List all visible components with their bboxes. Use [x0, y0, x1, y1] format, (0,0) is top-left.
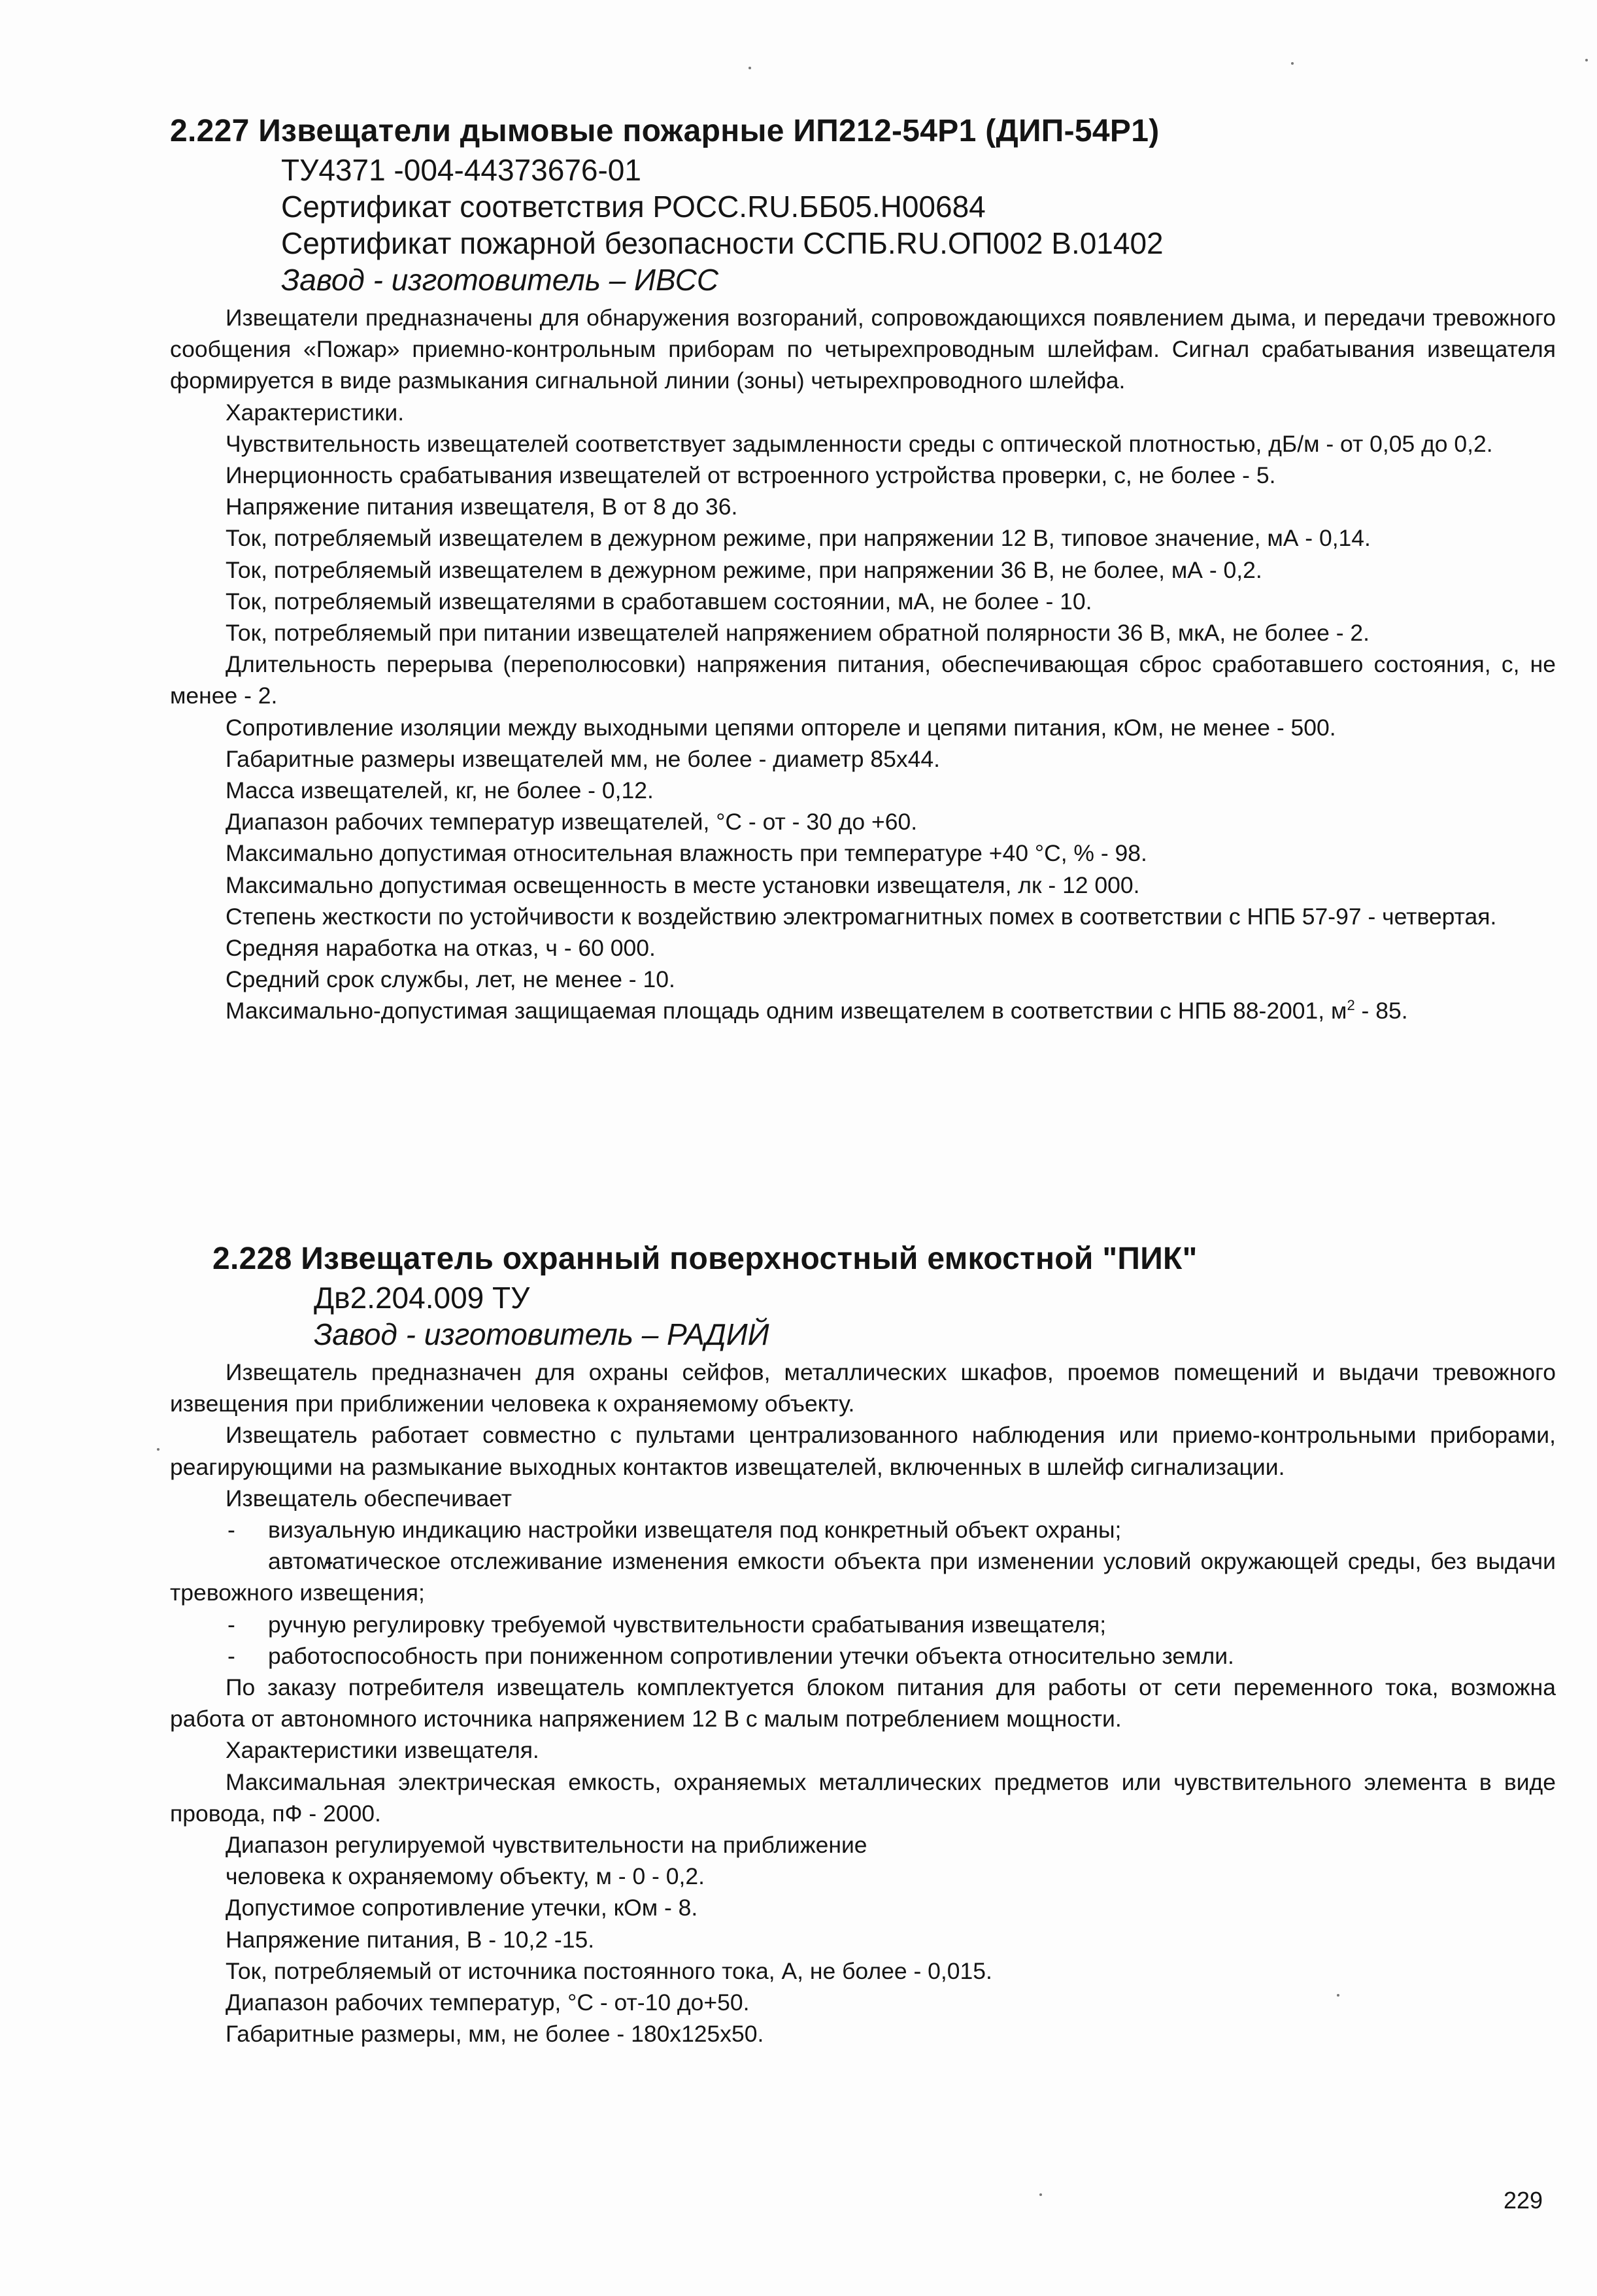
paragraph: Средний срок службы, лет, не менее - 10. — [226, 966, 675, 993]
paragraph: Степень жесткости по устойчивости к воздействию электромагнитных помех в соответствии с НПБ 57-97 - четвертая. — [226, 903, 1497, 930]
paragraph: Ток, потребляемый извещателем в дежурном режиме, при напряжении 36 В, не более, мА - 0,2. — [226, 556, 1262, 583]
paragraph: Диапазон рабочих температур извещателей, °С - от - 30 до +60. — [226, 809, 918, 836]
certificate-conformity: Сертификат соответствия РОСС.RU.ББ05.Н00684 — [281, 190, 986, 224]
scan-speck — [748, 67, 751, 69]
paragraph: Масса извещателей, кг, не более - 0,12. — [226, 777, 654, 804]
paragraph: Извещатель обеспечивает — [226, 1485, 512, 1511]
section-title: 2.227 Извещатели дымовые пожарные ИП212-54Р1 (ДИП-54Р1) — [170, 114, 1160, 148]
page-number: 229 — [1504, 2187, 1543, 2214]
section-body — [170, 1357, 1556, 2050]
section-header — [212, 1239, 1556, 1353]
spec-line: человека к охраняемому объекту, м - 0 - 0,2. — [226, 1863, 705, 1890]
paragraph: Ток, потребляемый извещателями в сработавшем состоянии, мА, не более - 10. — [226, 588, 1092, 615]
paragraph: Габаритные размеры извещателей мм, не более - диаметр 85х44. — [226, 745, 940, 772]
paragraph: Напряжение питания извещателя, В от 8 до 36. — [226, 494, 738, 520]
section-body — [170, 302, 1556, 1027]
superscript-2: 2 — [1347, 997, 1355, 1014]
paragraph: Ток, потребляемый извещателем в дежурном режиме, при напряжении 12 В, типовое значение, мА - 0,14. — [226, 525, 1371, 552]
spec-line: Габаритные размеры, мм, не более - 180х125х50. — [226, 2021, 764, 2048]
paragraph: Извещатель работает совместно с пультами централизованного наблюдения или приемо-контрольными приборами, реагирующими на размыкание выходных контактов извещателей, включенных в шлейф сигнализации. — [170, 1422, 1556, 1480]
section-title: 2.228 Извещатель охранный поверхностный емкостной "ПИК" — [212, 1241, 1198, 1276]
paragraph-protected-area — [170, 995, 1556, 1026]
paragraph: Максимальная электрическая емкость, охраняемых металлических предметов или чувствительного элемента в виде провода, пФ - 2000. — [170, 1768, 1556, 1827]
scan-speck — [1337, 1994, 1339, 1997]
scan-speck — [1585, 59, 1588, 61]
tu-number: ТУ4371 -004-44373676-01 — [281, 153, 641, 187]
paragraph: Инерционность срабатывания извещателей от встроенного устройства проверки, с, не более - 5. — [226, 462, 1276, 489]
certificate-fire-safety: Сертификат пожарной безопасности ССПБ.RU.ОП002 В.01402 — [281, 226, 1164, 260]
list-item: - ручную регулировку требуемой чувствительности срабатывания извещателя; — [170, 1609, 1556, 1640]
scan-speck — [1039, 2193, 1042, 2196]
scan-speck — [1291, 62, 1294, 65]
list-item: - работоспособность при пониженном сопротивлении утечки объекта относительно земли. — [170, 1640, 1556, 1672]
spec-line: Ток, потребляемый от источника постоянного тока, А, не более - 0,015. — [226, 1957, 992, 1984]
scan-speck — [157, 1448, 160, 1451]
manufacturer: Завод - изготовитель – РАДИЙ — [314, 1317, 769, 1351]
section-2-228 — [170, 1239, 1556, 2050]
section-2-227 — [170, 111, 1556, 1027]
list-item: - визуальную индикацию настройки извещателя под конкретный объект охраны; — [170, 1514, 1556, 1545]
spec-line: Диапазон рабочих температур, °С - от-10 до+50. — [226, 1989, 750, 2016]
protected-area-value: - 85. — [1354, 998, 1408, 1024]
spec-line: Диапазон регулируемой чувствительности на приближение — [226, 1832, 867, 1859]
spec-line: Допустимое сопротивление утечки, кОм - 8. — [226, 1895, 698, 1921]
paragraph: Ток, потребляемый при питании извещателей напряжением обратной полярности 36 В, мкА, не более - 2. — [226, 620, 1370, 647]
paragraph: Характеристики. — [226, 399, 405, 426]
paragraph: Длительность перерыва (переполюсовки) напряжения питания, обеспечивающая сброс сработавшего состояния, с, не менее - 2. — [170, 651, 1556, 709]
paragraph: Сопротивление изоляции между выходными цепями оптореле и цепями питания, кОм, не менее - 500. — [226, 714, 1336, 741]
spec-line: Напряжение питания, В - 10,2 -15. — [226, 1926, 595, 1953]
list-item: - автоматическое отслеживание изменения емкости объекта при изменении условий окружающей среды, без выдачи тревожного извещения; — [170, 1545, 1556, 1608]
paragraph: Характеристики извещателя. — [226, 1737, 539, 1764]
paragraph: Максимально допустимая относительная влажность при температуре +40 °С, % - 98. — [226, 840, 1147, 867]
paragraph: Чувствительность извещателей соответствует задымленности среды с оптической плотностью, дБ/м - от 0,05 до 0,2. — [226, 430, 1493, 457]
paragraph: По заказу потребителя извещатель комплектуется блоком питания для работы от сети переменного тока, возможна работа от автономного источника напряжением 12 В с малым потреблением мощности. — [170, 1674, 1556, 1732]
protected-area-text: Максимально-допустимая защищаемая площадь одним извещателем в соответствии с НПБ 88-2001, м — [226, 998, 1347, 1024]
section-header — [170, 111, 1556, 298]
tu-number: Дв2.204.009 ТУ — [314, 1281, 530, 1315]
paragraph: Извещатели предназначены для обнаружения возгораний, сопровождающихся появлением дыма, и передачи тревожного сообщения «Пожар» приемно-контрольным приборам по четырехпроводным шлейфам. Сигнал срабатывания извещателя формируется в виде размыкания сигнальной линии (зоны) четырехпроводного шлейфа. — [170, 305, 1556, 394]
paragraph: Максимально допустимая освещенность в месте установки извещателя, лк - 12 000. — [226, 871, 1140, 898]
manufacturer: Завод - изготовитель – ИВСС — [281, 263, 719, 297]
paragraph: Извещатель предназначен для охраны сейфов, металлических шкафов, проемов помещений и выдачи тревожного извещения при приближении человека к охраняемому объекту. — [170, 1359, 1556, 1417]
paragraph: Средняя наработка на отказ, ч - 60 000. — [226, 935, 656, 962]
